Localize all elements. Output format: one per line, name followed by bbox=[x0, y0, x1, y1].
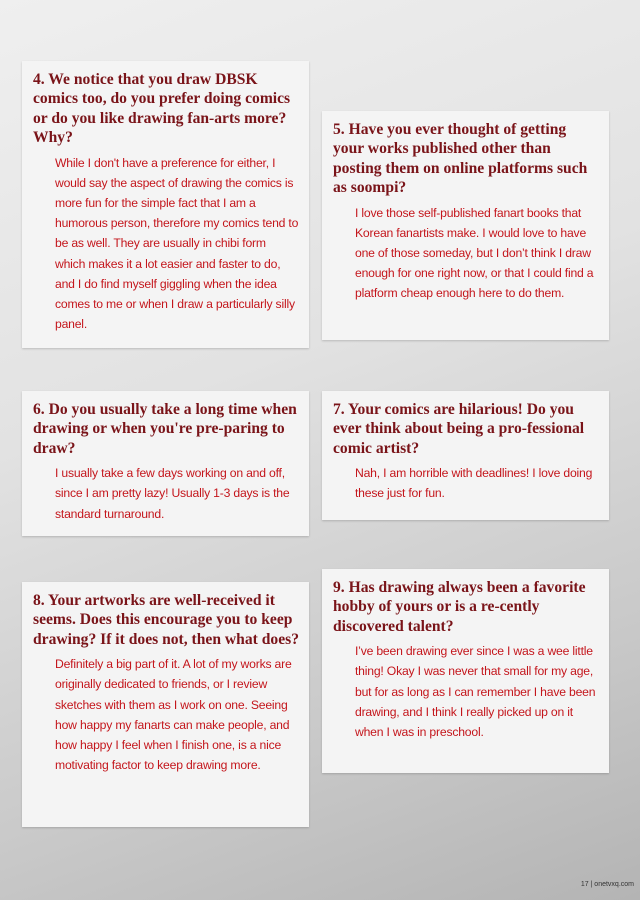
qa-card-4 bbox=[22, 61, 309, 348]
answer-6: I usually take a few days working on and off, since I am pretty lazy! Usually 1-3 days is the standard turnaround. bbox=[55, 466, 290, 521]
answer-5: I love those self-published fanart books that Korean fanartists make. I would love to have one of those someday, but I don’t think I draw enough for one right now, or that I could find a platform cheap enough here to do them. bbox=[355, 205, 594, 301]
qa-card-8 bbox=[22, 582, 309, 827]
question-6: 6. Do you usually take a long time when drawing or when you're pre-paring to draw? bbox=[33, 401, 297, 457]
answer-8: Definitely a big part of it. A lot of my works are originally dedicated to friends, or I review sketches with them as I work on one. Seeing how happy my fanarts can make people, and how happy I feel when I finish one, is a nice motivating factor to keep drawing more. bbox=[55, 657, 292, 773]
qa-card-9 bbox=[322, 569, 609, 773]
page-footer: 17 | onetvxq.com bbox=[580, 881, 634, 888]
question-4: 4. We notice that you draw DBSK comics too, do you prefer doing comics or do you like drawing fan-arts more? Why? bbox=[33, 71, 291, 147]
qa-card-7 bbox=[322, 391, 609, 520]
answer-9: I’ve been drawing ever since I was a wee little thing! Okay I was never that small for my age, but for as long as I can remember I have been drawing, and I think I really picked up on it when I was in preschool. bbox=[355, 644, 596, 740]
answer-4: While I don't have a preference for either, I would say the aspect of drawing the comics is more fun for the simple fact that I am a humorous person, therefore my comics tend to be as well. They are usually in chibi form which makes it a lot easier and faster to do, and I do find myself giggling when the idea comes to me or when I draw a particularly silly panel. bbox=[55, 155, 299, 332]
qa-card-6 bbox=[22, 391, 309, 536]
question-7: 7. Your comics are hilarious! Do you ever think about being a pro-fessional comic artist? bbox=[333, 401, 585, 457]
question-8: 8. Your artworks are well-received it seems. Does this encourage you to keep drawing? If it does not, then what does? bbox=[33, 592, 299, 648]
qa-card-5 bbox=[322, 111, 609, 340]
question-5: 5. Have you ever thought of getting your works published other than posting them on online platforms such as soompi? bbox=[333, 121, 588, 197]
question-9: 9. Has drawing always been a favorite hobby of yours or is a re-cently discovered talent? bbox=[333, 579, 586, 635]
answer-7: Nah, I am horrible with deadlines! I love doing these just for fun. bbox=[355, 466, 593, 501]
